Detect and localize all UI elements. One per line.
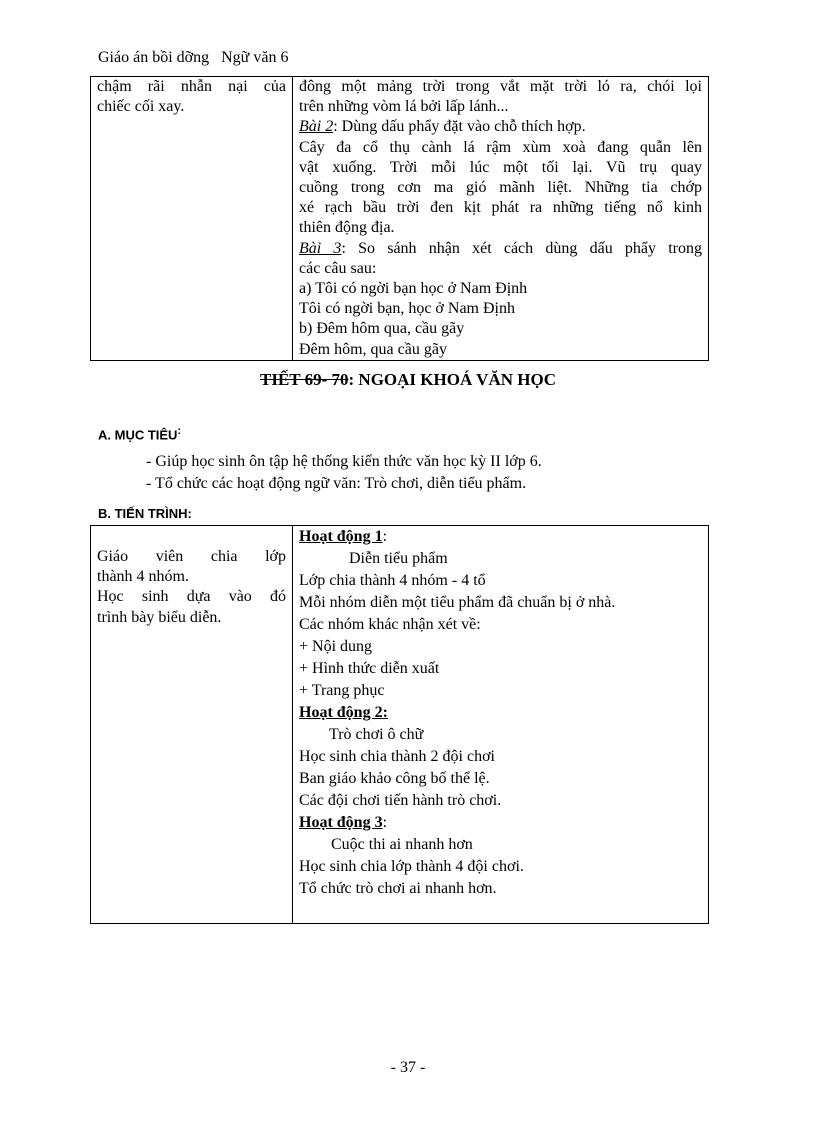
activity-2-subtitle: Trò chơi ô chữ bbox=[329, 726, 424, 743]
lesson-name: : NGOẠI KHOÁ VĂN HỌC bbox=[348, 370, 556, 389]
procedure-left-cell bbox=[91, 526, 293, 924]
activity-line: + Trang phục bbox=[299, 682, 385, 699]
right-line: các câu sau: bbox=[299, 259, 377, 277]
left-line: chiếc cối xay. bbox=[97, 98, 185, 116]
page-number: - 37 - bbox=[390, 1059, 426, 1076]
right-line: vật xuống. Trời mỗi lúc một tối lại. Vũ trụ quay bbox=[299, 158, 702, 176]
activity-line: Học sinh chia lớp thành 4 đội chơi. bbox=[299, 858, 524, 875]
activity-line: + Hình thức diễn xuất bbox=[299, 660, 440, 677]
right-line: đông một mảng trời trong vắt mặt trời ló ra, chói lọi bbox=[299, 78, 702, 95]
right-line: Cây đa cổ thụ cành lá rậm xùm xoà đang quẫn lên bbox=[299, 138, 702, 156]
bai2-line: Bài 2: Dùng dấu phẩy đặt vào chỗ thích hợp. bbox=[299, 118, 586, 136]
activity-line: Các đội chơi tiến hành trò chơi. bbox=[299, 792, 502, 809]
right-line: cuồng trong cơn ma gió mãnh liệt. Những tia chớp bbox=[299, 179, 702, 197]
exercise-left-cell bbox=[91, 77, 293, 361]
activity-line: Các nhóm khác nhận xét về: bbox=[299, 616, 481, 633]
activity-line: Tổ chức trò chơi ai nhanh hơn. bbox=[299, 880, 497, 897]
activity-1-subtitle: Diễn tiểu phẩm bbox=[349, 550, 448, 567]
activity-line: Ban giáo khảo công bố thể lệ. bbox=[299, 770, 490, 787]
activity-line: + Nội dung bbox=[299, 638, 373, 655]
lesson-number: TIẾT 69- 70 bbox=[260, 370, 349, 389]
bai2-label: Bài 2 bbox=[299, 118, 334, 136]
left-line: Học sinh dựa vào đó bbox=[97, 588, 286, 606]
header-left: Giáo án bồi dỡng bbox=[98, 49, 210, 66]
objective-item: - Tổ chức các hoạt động ngữ văn: Trò chơi, diễn tiểu phẩm. bbox=[146, 475, 527, 492]
activity-line: Lớp chia thành 4 nhóm - 4 tổ bbox=[299, 572, 486, 589]
right-line: a) Tôi có ngời bạn học ở Nam Định bbox=[299, 280, 528, 298]
right-line: Tôi có ngời bạn, học ở Nam Định bbox=[299, 300, 515, 318]
exercise-table bbox=[90, 76, 709, 361]
objective-item: - Giúp học sinh ôn tập hệ thống kiến thức văn học kỳ II lớp 6. bbox=[146, 453, 542, 470]
lesson-title bbox=[0, 370, 816, 390]
right-line: thiên động địa. bbox=[299, 219, 395, 237]
section-a-heading: A. MỤC TIÊU: bbox=[98, 425, 182, 443]
bai3-label: Bài 3 bbox=[299, 239, 342, 257]
procedure-table bbox=[90, 525, 709, 924]
activity-1-heading: Hoạt động 1: bbox=[299, 528, 388, 545]
activity-3-heading: Hoạt động 3: bbox=[299, 814, 388, 831]
right-line: b) Đêm hôm qua, cầu gãy bbox=[299, 320, 465, 338]
right-line: Đêm hôm, qua cầu gãy bbox=[299, 340, 447, 358]
right-line: trên những vòm lá bởi lấp lánh... bbox=[299, 98, 509, 116]
page-header bbox=[98, 48, 288, 68]
activity-line: Mỗi nhóm diễn một tiểu phẩm đã chuẩn bị ở nhà. bbox=[299, 594, 616, 611]
exercise-right-cell bbox=[293, 77, 709, 361]
header-right: Ngữ văn 6 bbox=[221, 49, 289, 66]
procedure-right-cell bbox=[293, 526, 709, 924]
section-b-heading: B. TIẾN TRÌNH: bbox=[98, 506, 192, 521]
activity-line: Học sinh chia thành 2 đội chơi bbox=[299, 748, 495, 765]
right-line: xé rạch bầu trời đen kịt phát ra những tiếng nổ kinh bbox=[299, 199, 702, 217]
left-line: thành 4 nhóm. bbox=[97, 568, 189, 586]
activity-2-heading: Hoạt động 2: bbox=[299, 704, 388, 721]
bai3-line: Bài 3: So sánh nhận xét cách dùng dấu phẩy trong bbox=[299, 239, 703, 257]
left-line: chậm rãi nhẫn nại của bbox=[97, 78, 286, 95]
activity-3-subtitle: Cuộc thi ai nhanh hơn bbox=[331, 836, 473, 853]
left-line: Giáo viên chia lớp bbox=[97, 548, 286, 565]
left-line: trình bày biểu diễn. bbox=[97, 608, 222, 626]
